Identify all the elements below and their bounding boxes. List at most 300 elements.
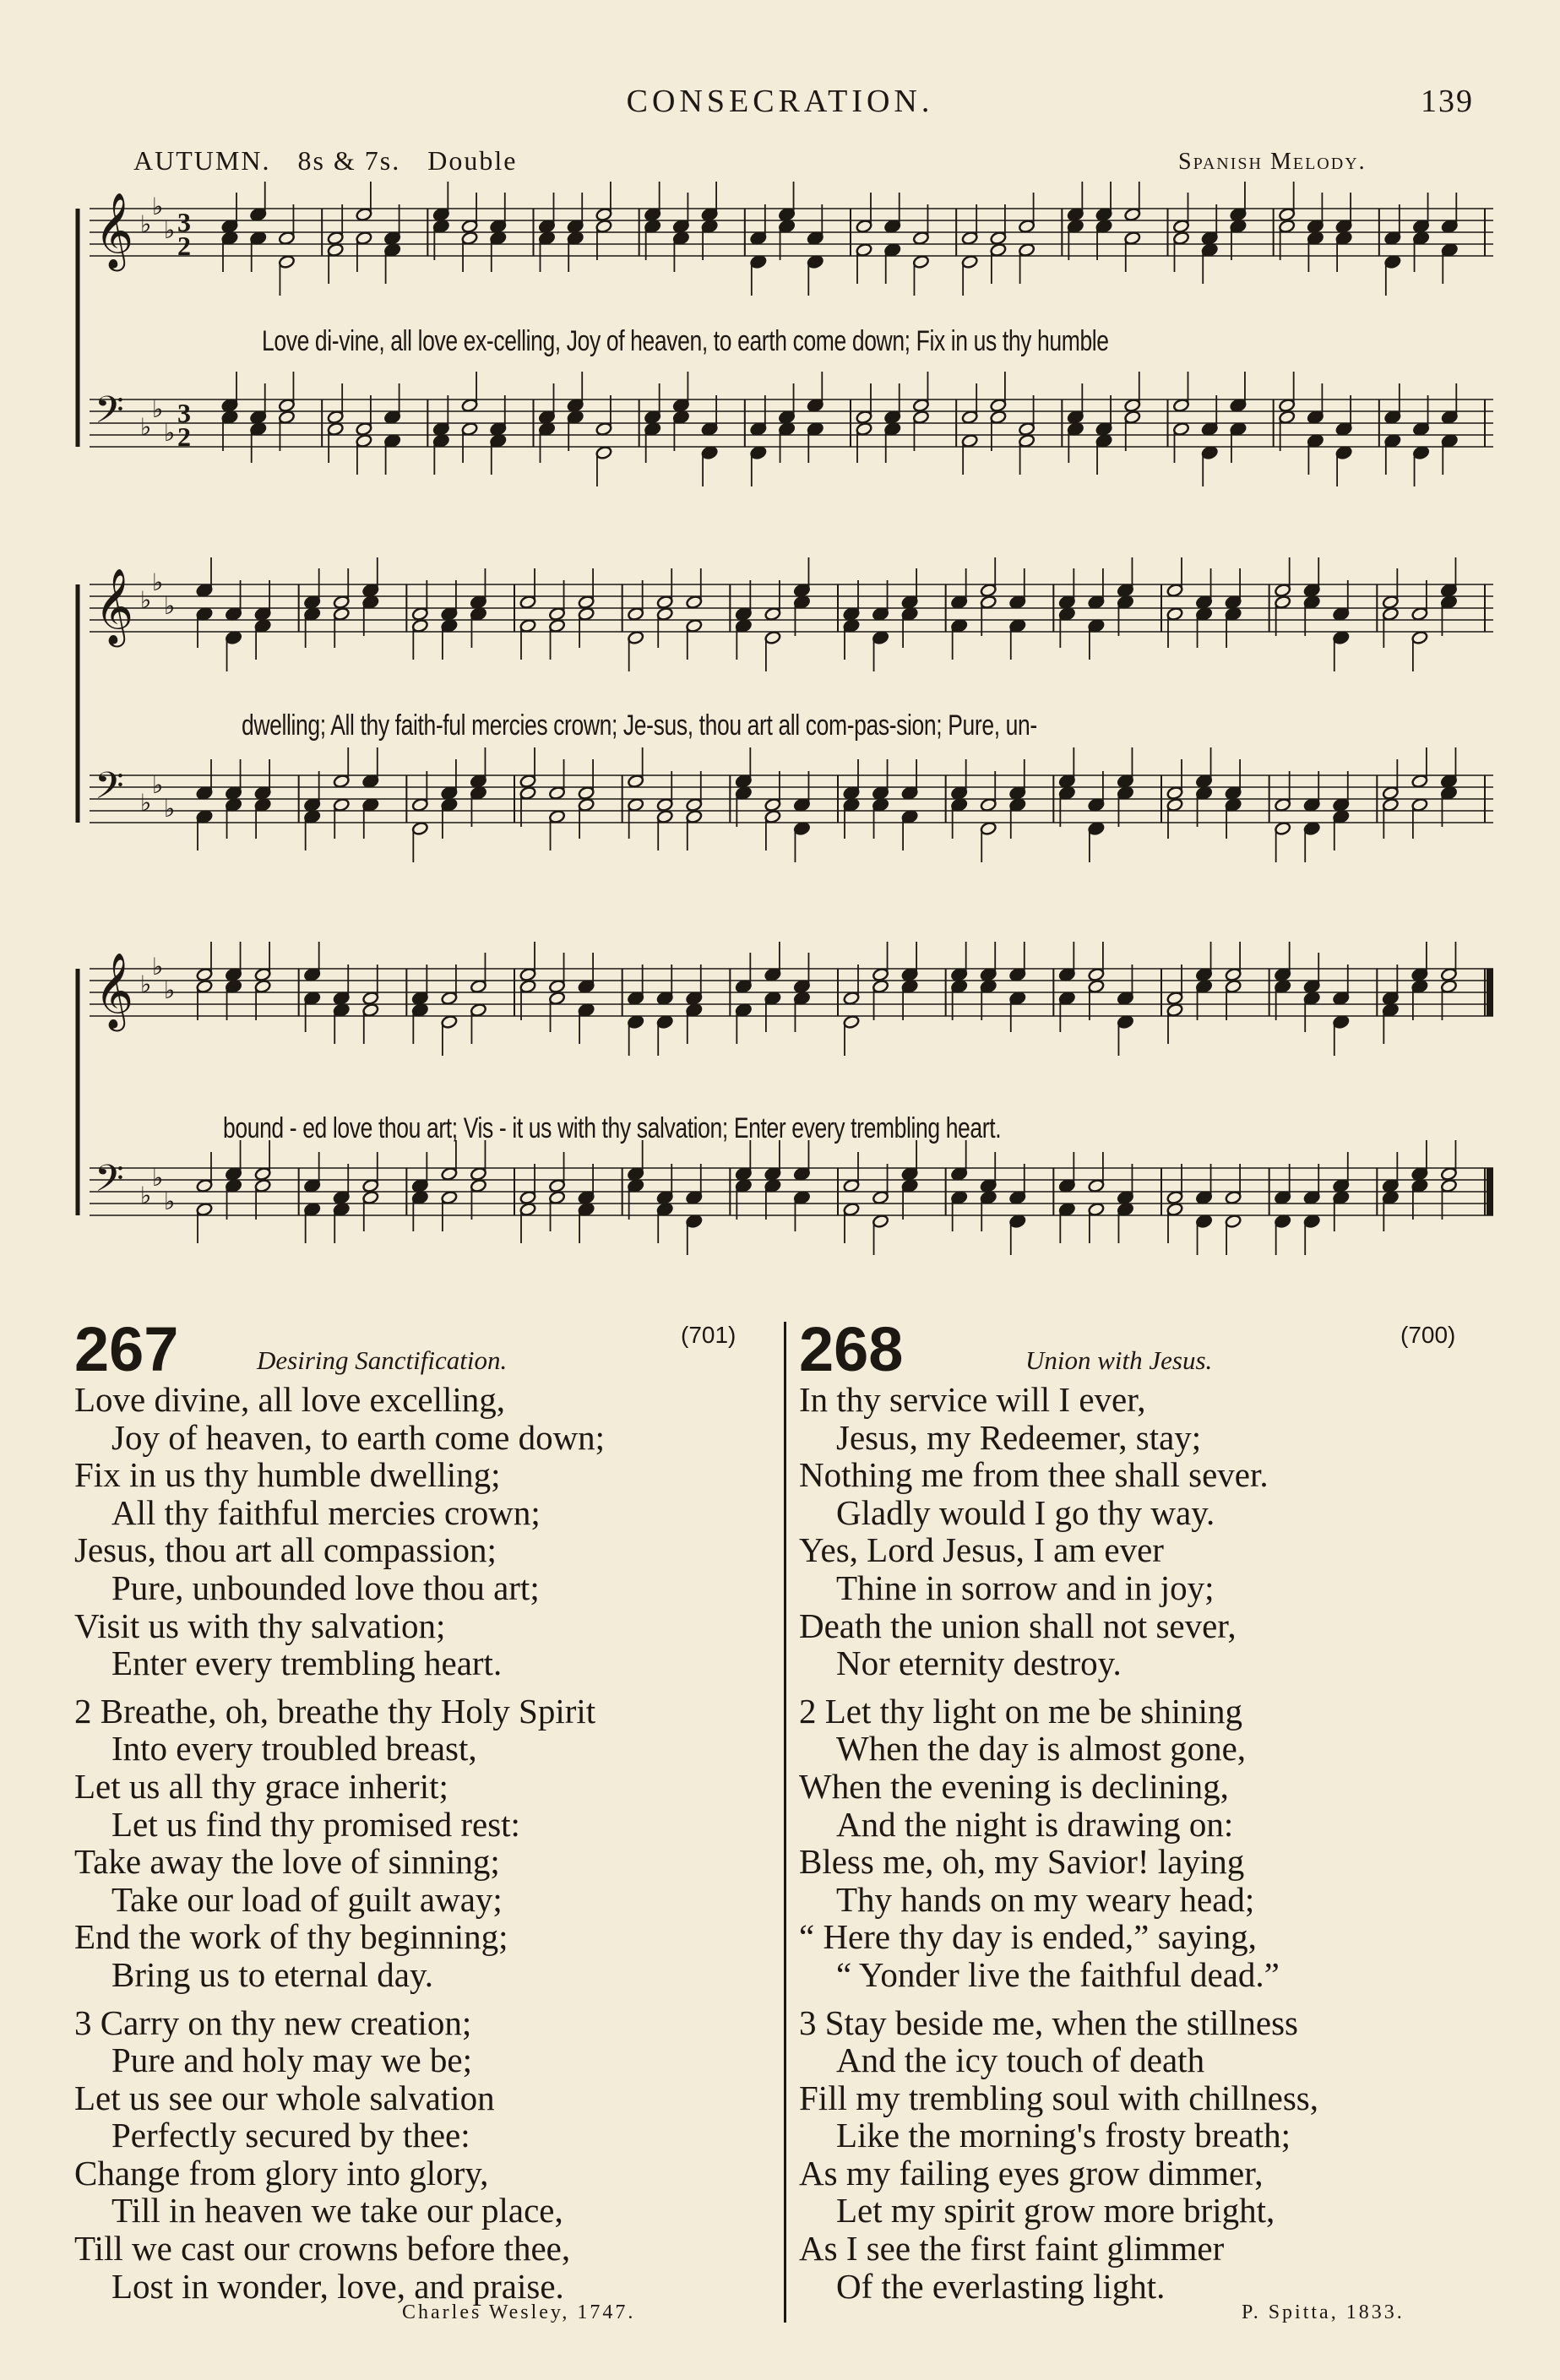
note-head <box>1088 595 1105 609</box>
note-head <box>1303 595 1320 609</box>
hymn-verses <box>799 1381 1318 2315</box>
note-head <box>1166 1190 1183 1204</box>
hymn-title: Desiring Sanctification. <box>257 1345 508 1375</box>
note-head <box>356 421 372 436</box>
note-head <box>470 785 486 800</box>
note-head <box>961 410 978 424</box>
note-head <box>872 967 889 981</box>
note-head <box>872 979 889 993</box>
verse-line: When the day is almost gone, <box>836 1729 1247 1769</box>
note-head <box>1088 618 1105 633</box>
note-head <box>1333 809 1350 823</box>
note-head <box>226 1166 242 1181</box>
note-head <box>1333 1190 1350 1204</box>
note-head <box>1411 979 1428 993</box>
note-head <box>686 1003 703 1017</box>
treble-clef-icon: 𝄞 <box>95 568 134 644</box>
flat-icon: ♭ <box>164 1187 176 1215</box>
note-head <box>1275 1214 1291 1228</box>
note-head <box>912 398 929 412</box>
note-head <box>578 797 595 812</box>
verse-line: And the night is drawing on: <box>836 1804 1234 1844</box>
note-head <box>411 1190 428 1204</box>
note-head <box>644 219 661 233</box>
note-head <box>686 1190 703 1204</box>
note-head <box>750 254 767 269</box>
note-head <box>656 1190 673 1204</box>
note-head <box>672 398 689 412</box>
note-head <box>951 797 968 812</box>
note-head <box>807 398 823 412</box>
note-head <box>1166 583 1183 597</box>
note-head <box>1333 1014 1350 1029</box>
note-head <box>951 1190 968 1204</box>
verse-line: “ Yonder live the faithful dead.” <box>836 1954 1280 1994</box>
note-head <box>1413 445 1430 459</box>
stanza-3 <box>74 2004 605 2306</box>
note-head <box>411 1178 428 1193</box>
note-head <box>1303 797 1320 812</box>
note-head <box>333 774 350 788</box>
note-head <box>441 618 458 633</box>
verse-line: As I see the first faint glimmer <box>799 2229 1225 2269</box>
lyric-line-3: bound - ed love thou art; Vis - it us with thy salvation; Enter every trembling heart. <box>223 1112 1002 1144</box>
note-head <box>1196 1190 1213 1204</box>
hymn-title: Union with Jesus. <box>1025 1345 1213 1375</box>
note-head <box>1279 219 1296 233</box>
note-head <box>686 1214 703 1228</box>
note-head <box>470 1166 486 1181</box>
note-head <box>250 421 267 436</box>
tune-meter: 8s & 7s. <box>297 145 401 176</box>
note-head <box>793 1166 810 1181</box>
note-head <box>432 433 449 448</box>
note-head <box>807 231 823 245</box>
note-head <box>1335 445 1352 459</box>
hymn-number: 268 <box>799 1314 904 1384</box>
music-system-3 <box>73 942 1502 1313</box>
lyric-line-1: Love di-vine, all love ex-celling, Joy of heaven, to earth come down; Fix in us thy humble <box>262 325 1109 357</box>
note-head <box>1067 219 1084 233</box>
note-head <box>686 991 703 1005</box>
note-head <box>441 1166 458 1181</box>
note-head <box>567 410 584 424</box>
verse-line: Thine in sorrow and in joy; <box>836 1568 1215 1607</box>
note-head <box>196 606 213 621</box>
note-head <box>1166 1202 1183 1216</box>
note-head <box>327 231 344 245</box>
note-head <box>254 979 271 993</box>
note-head <box>1117 1202 1133 1216</box>
note-head <box>196 1202 213 1216</box>
note-head <box>1440 785 1457 800</box>
note-head <box>304 595 321 609</box>
verse-line: 2 Let thy light on me be shining <box>799 1691 1242 1731</box>
note-head <box>1275 1190 1291 1204</box>
note-head <box>226 785 242 800</box>
note-head <box>411 1003 428 1017</box>
note-head <box>901 809 918 823</box>
note-head <box>1303 583 1320 597</box>
note-head <box>644 421 661 436</box>
note-head <box>1117 583 1133 597</box>
stanza-3 <box>799 2004 1318 2306</box>
note-head <box>980 1178 997 1193</box>
note-head <box>1411 1166 1428 1181</box>
note-head <box>1088 1202 1105 1216</box>
note-head <box>226 979 242 993</box>
note-head <box>901 1178 918 1193</box>
note-head <box>980 821 997 835</box>
note-head <box>1124 207 1141 221</box>
verse-line: Take our load of guilt away; <box>111 1879 503 1919</box>
note-head <box>856 421 872 436</box>
column-divider <box>784 1322 786 2323</box>
note-head <box>1333 797 1350 812</box>
note-head <box>1196 595 1213 609</box>
tune-form: Double <box>427 145 518 176</box>
verse-line: Bless me, oh, my Savior! laying <box>799 1842 1245 1882</box>
verse-line: Let us find thy promised rest: <box>111 1804 520 1844</box>
note-head <box>411 797 428 812</box>
tune-name: AUTUMN. <box>133 145 271 176</box>
note-head <box>884 242 901 257</box>
note-head <box>432 421 449 436</box>
verse-line: Enter every trembling heart. <box>111 1644 503 1683</box>
note-head <box>1384 254 1401 269</box>
note-head <box>196 583 213 597</box>
note-head <box>1095 219 1112 233</box>
flat-icon: ♭ <box>152 568 164 596</box>
note-head <box>1441 242 1458 257</box>
note-head <box>490 433 507 448</box>
note-head <box>764 797 781 812</box>
note-head <box>1307 231 1324 245</box>
verse-line: Lost in wonder, love, and praise. <box>111 2266 564 2306</box>
verse-line: As my failing eyes grow dimmer, <box>799 2153 1264 2193</box>
note-head <box>1067 410 1084 424</box>
verse-line: In thy service will I ever, <box>799 1380 1146 1419</box>
note-head <box>901 595 918 609</box>
time-signature-bottom: 2 <box>177 231 191 261</box>
bass-clef-icon: 𝄢 <box>95 1156 124 1209</box>
note-head <box>628 1166 644 1181</box>
note-head <box>1382 1003 1399 1017</box>
note-head <box>951 1166 968 1181</box>
note-head <box>519 979 536 993</box>
note-head <box>672 231 689 245</box>
note-head <box>254 1166 271 1181</box>
note-head <box>327 242 344 257</box>
note-head <box>793 797 810 812</box>
note-head <box>686 809 703 823</box>
note-head <box>961 254 978 269</box>
note-head <box>470 1178 486 1193</box>
note-head <box>1009 797 1026 812</box>
note-head <box>701 445 718 459</box>
note-head <box>1009 1214 1026 1228</box>
note-head <box>1225 1214 1242 1228</box>
lyric-line-2: dwelling; All thy faith-ful mercies crown; Je-sus, thou art all com-pas-sion; Pure, un- <box>242 709 1037 742</box>
note-head <box>1117 595 1133 609</box>
note-head <box>1279 410 1296 424</box>
treble-clef-icon: 𝄞 <box>95 953 134 1029</box>
verse-line: Let us all thy grace inherit; <box>74 1766 448 1806</box>
note-head <box>1440 595 1457 609</box>
note-head <box>1067 207 1084 221</box>
note-head <box>1172 231 1189 245</box>
note-head <box>1441 410 1458 424</box>
note-head <box>735 606 752 621</box>
note-head <box>333 1003 350 1017</box>
note-head <box>779 207 796 221</box>
note-head <box>519 774 536 788</box>
note-head <box>250 410 267 424</box>
final-bar-line <box>1487 969 1493 1016</box>
note-head <box>278 398 295 412</box>
note-head <box>304 967 321 981</box>
note-head <box>1303 821 1320 835</box>
note-head <box>686 595 703 609</box>
note-head <box>990 398 1007 412</box>
flat-icon: ♭ <box>164 419 176 447</box>
note-head <box>793 821 810 835</box>
note-head <box>644 410 661 424</box>
flat-icon: ♭ <box>164 216 176 244</box>
verse-line: Perfectly secured by thee: <box>111 2116 470 2155</box>
verse-line: 2 Breathe, oh, breathe thy Holy Spirit <box>74 1691 596 1731</box>
note-head <box>807 421 823 436</box>
note-head <box>1058 785 1075 800</box>
note-head <box>980 797 997 812</box>
note-head <box>735 979 752 993</box>
note-head <box>1124 398 1141 412</box>
note-head <box>549 1190 566 1204</box>
note-head <box>701 421 718 436</box>
hymn-reference: (701) <box>681 1322 737 1348</box>
stanza-2 <box>799 1693 1318 1994</box>
note-head <box>1307 433 1324 448</box>
note-head <box>628 797 644 812</box>
note-head <box>856 410 872 424</box>
note-head <box>327 410 344 424</box>
note-head <box>304 797 321 812</box>
note-head <box>764 967 781 981</box>
hymn-reference: (700) <box>1400 1322 1456 1348</box>
note-head <box>1019 433 1035 448</box>
note-head <box>519 1202 536 1216</box>
note-head <box>750 231 767 245</box>
note-head <box>1019 242 1035 257</box>
note-head <box>1333 606 1350 621</box>
note-head <box>461 398 478 412</box>
note-head <box>1441 433 1458 448</box>
hymn-author: P. Spitta, 1833. <box>1242 2301 1405 2323</box>
note-head <box>764 809 781 823</box>
note-head <box>628 1178 644 1193</box>
note-head <box>1166 991 1183 1005</box>
note-head <box>304 1202 321 1216</box>
note-head <box>1275 595 1291 609</box>
note-head <box>1196 785 1213 800</box>
note-head <box>779 219 796 233</box>
hymn-author: Charles Wesley, 1747. <box>402 2301 636 2323</box>
note-head <box>1117 785 1133 800</box>
note-head <box>1117 1190 1133 1204</box>
verse-line: When the evening is declining, <box>799 1766 1229 1806</box>
note-head <box>1058 595 1075 609</box>
note-head <box>254 618 271 633</box>
note-head <box>1225 967 1242 981</box>
verse-line: Love divine, all love excelling, <box>74 1380 506 1419</box>
note-head <box>1058 967 1075 981</box>
note-head <box>362 1178 379 1193</box>
note-head <box>461 219 478 233</box>
note-head <box>1201 242 1218 257</box>
note-head <box>278 410 295 424</box>
note-head <box>196 785 213 800</box>
note-head <box>470 1003 486 1017</box>
note-head <box>1303 991 1320 1005</box>
note-head <box>538 421 555 436</box>
note-head <box>884 410 901 424</box>
note-head <box>304 606 321 621</box>
note-head <box>226 967 242 981</box>
note-head <box>672 219 689 233</box>
note-head <box>990 242 1007 257</box>
note-head <box>578 1003 595 1017</box>
verse-line: Fill my trembling soul with chillness, <box>799 2078 1318 2117</box>
note-head <box>441 1014 458 1029</box>
note-head <box>990 231 1007 245</box>
note-head <box>490 421 507 436</box>
note-head <box>226 630 242 644</box>
note-head <box>779 421 796 436</box>
note-head <box>1413 231 1430 245</box>
note-head <box>411 618 428 633</box>
note-head <box>1411 797 1428 812</box>
note-head <box>1095 433 1112 448</box>
note-head <box>254 785 271 800</box>
note-head <box>578 1190 595 1204</box>
note-head <box>1225 606 1242 621</box>
note-head <box>843 991 860 1005</box>
note-head <box>1413 421 1430 436</box>
treble-clef-icon: 𝄞 <box>95 193 134 269</box>
note-head <box>843 785 860 800</box>
bass-clef-icon: 𝄢 <box>95 763 124 817</box>
note-head <box>793 991 810 1005</box>
verse-line: Joy of heaven, to earth come down; <box>111 1417 606 1457</box>
note-head <box>1230 207 1247 221</box>
note-head <box>1009 1190 1026 1204</box>
time-signature-top: 3 <box>177 398 191 428</box>
note-head <box>1225 797 1242 812</box>
note-head <box>1058 774 1075 788</box>
note-head <box>1058 1202 1075 1216</box>
note-head <box>990 410 1007 424</box>
note-head <box>656 1014 673 1029</box>
note-head <box>333 1202 350 1216</box>
note-head <box>333 1190 350 1204</box>
note-head <box>872 1190 889 1204</box>
flat-icon: ♭ <box>140 413 152 441</box>
note-head <box>1333 630 1350 644</box>
note-head <box>441 606 458 621</box>
music-system-1 <box>73 182 1502 515</box>
note-head <box>1411 606 1428 621</box>
note-head <box>1382 785 1399 800</box>
note-head <box>441 991 458 1005</box>
note-head <box>362 583 379 597</box>
note-head <box>1335 219 1352 233</box>
hymn-number: 267 <box>74 1314 179 1384</box>
note-head <box>1275 967 1291 981</box>
note-head <box>912 254 929 269</box>
page-number: 139 <box>1421 84 1474 119</box>
verse-line: 3 Stay beside me, when the stillness <box>799 2002 1298 2042</box>
note-head <box>362 1190 379 1204</box>
verse-line: Thy hands on my weary head; <box>836 1879 1255 1919</box>
note-head <box>764 1166 781 1181</box>
note-head <box>1019 219 1035 233</box>
note-head <box>578 1202 595 1216</box>
note-head <box>519 595 536 609</box>
note-head <box>1009 785 1026 800</box>
note-head <box>1009 991 1026 1005</box>
note-head <box>1124 410 1141 424</box>
flat-icon: ♭ <box>152 1164 164 1192</box>
note-head <box>470 979 486 993</box>
note-head <box>1088 979 1105 993</box>
note-head <box>221 231 238 245</box>
note-head <box>912 231 929 245</box>
note-head <box>735 1178 752 1193</box>
note-head <box>519 967 536 981</box>
note-head <box>1307 410 1324 424</box>
note-head <box>843 1178 860 1193</box>
note-head <box>1384 410 1401 424</box>
verse-line: Let us see our whole salvation <box>74 2078 495 2117</box>
note-head <box>1196 774 1213 788</box>
note-head <box>384 433 401 448</box>
note-head <box>519 618 536 633</box>
note-head <box>628 1014 644 1029</box>
note-head <box>470 774 486 788</box>
note-head <box>1382 1178 1399 1193</box>
note-head <box>226 797 242 812</box>
note-head <box>1382 1190 1399 1204</box>
verse-line: End the work of thy beginning; <box>74 1917 508 1957</box>
note-head <box>628 606 644 621</box>
time-signature-bottom: 2 <box>177 421 191 452</box>
note-head <box>656 606 673 621</box>
note-head <box>441 785 458 800</box>
note-head <box>980 967 997 981</box>
verse-line: Till in heaven we take our place, <box>111 2191 563 2231</box>
note-head <box>872 630 889 644</box>
note-head <box>1196 967 1213 981</box>
note-head <box>1303 979 1320 993</box>
note-head <box>1225 595 1242 609</box>
note-head <box>250 207 267 221</box>
note-head <box>278 231 295 245</box>
note-head <box>764 630 781 644</box>
note-head <box>1440 774 1457 788</box>
running-title: CONSECRATION. <box>626 84 934 119</box>
note-head <box>764 1178 781 1193</box>
note-head <box>1382 595 1399 609</box>
